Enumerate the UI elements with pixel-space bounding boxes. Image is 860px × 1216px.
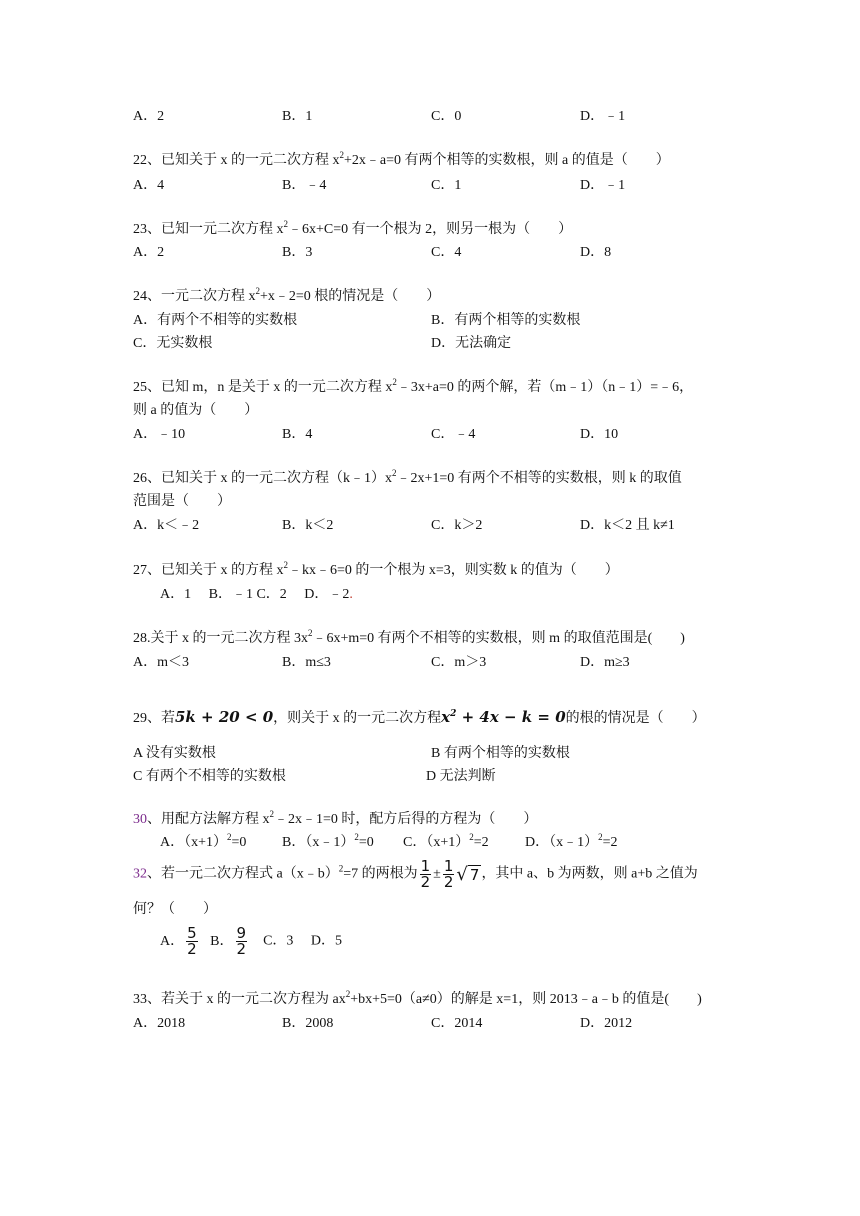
q29-equation: $x^2 + 4x - k = 0$ — [441, 708, 566, 726]
q32-option-d: D．5 — [310, 933, 343, 949]
q25-stem-cont: 则 a 的值为（ ） — [133, 403, 259, 418]
q23-option-b: B．3 — [282, 245, 313, 260]
q21-option-b: B．1 — [282, 109, 313, 124]
q30-option-a: A．$(x+1)^2=0$ — [160, 832, 247, 850]
q33-option-b: B．2008 — [282, 1016, 334, 1031]
q26-option-a: A．k＜﹣2 — [133, 518, 200, 533]
q23-option-a: A．2 — [133, 245, 165, 260]
q28-option-a: A．m＜3 — [133, 655, 189, 670]
q32-stem-cont: 何？（ ） — [133, 902, 217, 917]
q21-option-a: A．2 — [133, 109, 165, 124]
q29-stem: 29、若5k + 20 < 0，则关于 x 的一元二次方程$x^2 + 4x - k = 0$的根的情况是（ ） — [133, 708, 706, 726]
q32-sqrt: √ 7 — [456, 863, 480, 885]
q22-option-d: D．﹣1 — [580, 178, 626, 193]
q29-option-b: B 有两个相等的实数根 — [431, 746, 570, 761]
q21-option-c: C．0 — [431, 109, 462, 124]
q32-option-a: A． $\frac{5}{2}$ — [160, 924, 197, 958]
q25-option-b: B．4 — [282, 427, 313, 442]
q24-option-b: B．有两个相等的实数根 — [431, 313, 581, 328]
q22-option-c: C．1 — [431, 178, 462, 193]
q30-number: 30 — [133, 812, 147, 827]
q33-option-c: C．2014 — [431, 1016, 483, 1031]
q32-fraction-1: $\frac{1}{2}$ — [420, 857, 431, 891]
q30-stem: 30、用配方法解方程 $x^2﹣2x﹣1=0$ 时，配方后得的方程为（ ） — [133, 809, 538, 827]
q32-number: 32 — [133, 866, 147, 882]
q21-option-d: D．﹣1 — [580, 109, 626, 124]
q24-option-d: D．无法确定 — [431, 336, 512, 351]
q33-stem: 33、若关于 x 的一元二次方程为 $ax^2+bx+5=0(a\ne 0)$的解是 x=1，则 2013﹣a﹣b 的值是( ) — [133, 989, 702, 1007]
q22-stem: 22、已知关于 x 的一元二次方程 $x^2+2x﹣a=0$ 有两个相等的实数根，则 a 的值是（ ） — [133, 150, 670, 168]
q24-stem: 24、一元二次方程 $x^2+x﹣2=0$ 根的情况是（ ） — [133, 286, 441, 304]
q26-stem: 26、已知关于 x 的一元二次方程$(k﹣1)x^2﹣2x+1=0$ 有两个不相等的实数根，则 k 的取值 — [133, 468, 682, 486]
q28-stem: 28.关于 x 的一元二次方程 $3x^2﹣6x+m=0$ 有两个不相等的实数根，则 m 的取值范围是( ) — [133, 628, 685, 646]
q33-option-a: A．2018 — [133, 1016, 186, 1031]
q22-option-a: A．4 — [133, 178, 165, 193]
q32-stem: 32、若一元二次方程式 a（x﹣b）$^2$=7 的两根为 $\frac{1}{2}$ ± $\frac{1}{2}$ √ 7 ，其中 a、b 为两数，则 a+b 之值为 — [133, 857, 698, 891]
q29-option-c: C 有两个不相等的实数根 — [133, 769, 286, 784]
q30-option-b: B．（x﹣1）$^2$=0 — [282, 832, 374, 850]
q32-option-b: B． $\frac{9}{2}$ — [210, 924, 247, 958]
q23-option-c: C．4 — [431, 245, 462, 260]
q29-condition: 5k + 20 < 0 — [175, 708, 274, 726]
q32-fraction-2: $\frac{1}{2}$ — [443, 857, 454, 891]
q29-option-d: D 无法判断 — [426, 769, 496, 784]
q28-option-d: D．m≥3 — [580, 655, 630, 670]
q25-stem: 25、已知 m，n 是关于 x 的一元二次方程 $x^2﹣3x+a=0$ 的两个解，若（m﹣1）（n﹣1）=﹣6， — [133, 377, 694, 395]
q33-option-d: D．2012 — [580, 1016, 633, 1031]
q30-option-c: C．$(x+1)^2=2$ — [403, 832, 489, 850]
q27-options: A．1 B．﹣1 C．2 D．﹣2. — [160, 587, 353, 602]
q26-option-d: D．k＜2 且 k≠1 — [580, 518, 675, 533]
q24-option-a: A．有两个不相等的实数根 — [133, 313, 298, 328]
q24-option-c: C．无实数根 — [133, 336, 213, 351]
q25-option-a: A．﹣10 — [133, 427, 186, 442]
q32-options — [160, 926, 342, 957]
q22-option-b: B．﹣4 — [282, 178, 327, 193]
q26-option-b: B．k＜2 — [282, 518, 334, 533]
q27-red-dot: . — [349, 587, 353, 602]
q28-option-b: B．m≤3 — [282, 655, 331, 670]
q32-option-c: C．3 — [263, 933, 294, 949]
q28-option-c: C．m＞3 — [431, 655, 487, 670]
q30-option-d: D．（x﹣1）$^2$=2 — [525, 832, 618, 850]
q23-option-d: D．8 — [580, 245, 612, 260]
q26-stem-cont: 范围是（ ） — [133, 494, 231, 509]
q27-stem: 27、已知关于 x 的方程 $x^2﹣kx﹣6=0$ 的一个根为 x=3，则实数 k 的值为（ ） — [133, 560, 619, 578]
q26-option-c: C．k＞2 — [431, 518, 483, 533]
q29-option-a: A 没有实数根 — [133, 746, 216, 761]
q25-option-d: D．10 — [580, 427, 619, 442]
q23-stem: 23、已知一元二次方程 $x^2﹣6x+C=0$ 有一个根为 2，则另一根为（ ） — [133, 219, 573, 237]
q25-option-c: C．﹣4 — [431, 427, 476, 442]
